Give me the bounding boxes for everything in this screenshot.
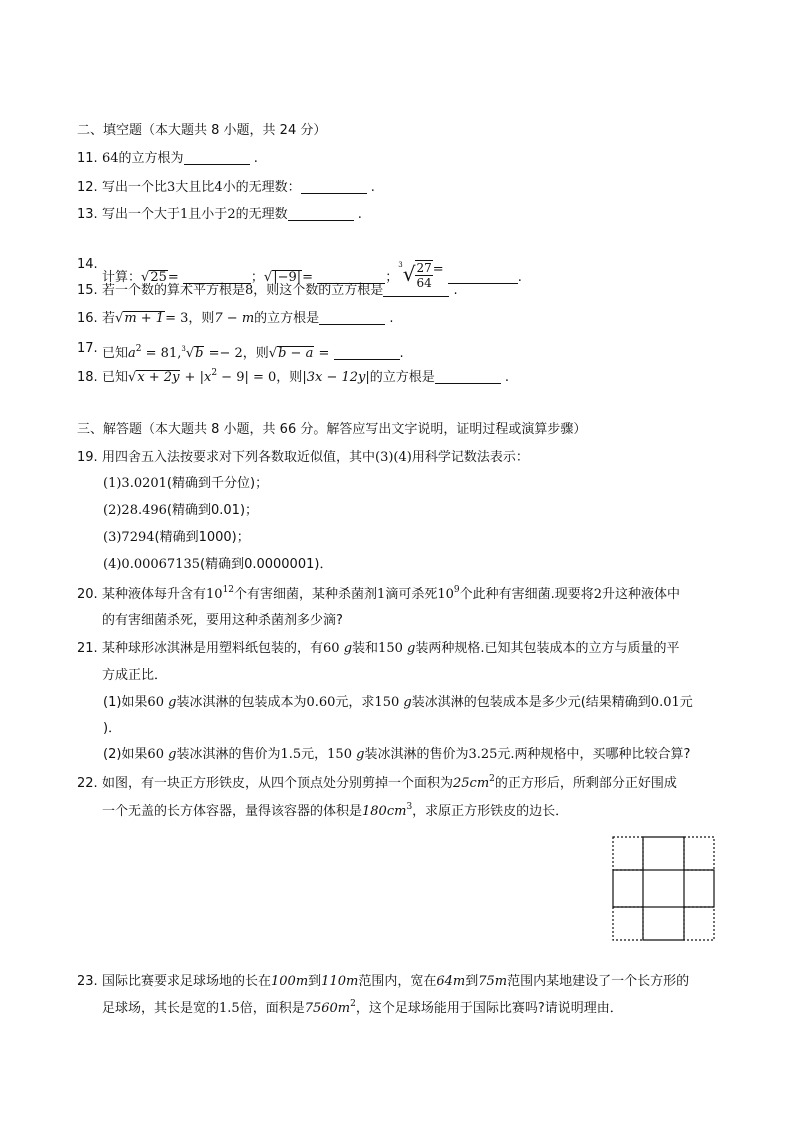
- section-2-title: 二、填空题（本大题共 8 小题，共 24 分）: [77, 123, 327, 138]
- q22-line-2: 一个无盖的长方体容器，量得该容器的体积是$180cm^3$，求原正方形铁皮的边长．: [102, 802, 569, 819]
- q19-text: 用四舍五入法按要求对下列各数取近似值，其中(3)(4)用科学记数法表示：: [102, 450, 529, 465]
- q18-number: 18.: [77, 370, 98, 385]
- q17-number: 17.: [77, 341, 98, 356]
- q13-text: 写出一个大于1且小于2的无理数 .: [102, 207, 362, 222]
- q19-item-3: (3)7294(精确到1000)；: [103, 530, 250, 545]
- remaining-cross-shape: [613, 837, 714, 940]
- q21-part-2: (2)如果60 g装冰淇淋的售价为1.5元，150 g装冰淇淋的售价为3.25元.两种规格中，买哪种比较合算?: [103, 747, 691, 762]
- base-square: [643, 870, 684, 907]
- q13-number: 13.: [77, 207, 98, 222]
- q14-fraction-denominator: 64: [416, 276, 432, 290]
- q14-number: 14.: [77, 257, 98, 272]
- q19-item-1: (1)3.0201(精确到千分位)；: [103, 476, 269, 491]
- q21-part-1-end: )．: [103, 721, 122, 736]
- q18-blank[interactable]: [435, 369, 501, 384]
- q20-line-1: 某种液体每升含有$10^{12}$个有害细菌，某种杀菌剂1滴可杀死$10^9$个此种有害细菌.现要将2升这种液体中: [102, 585, 681, 602]
- q11-number: 11.: [77, 151, 98, 166]
- section-3-title: 三、解答题（本大题共 8 小题，共 66 分。解答应写出文字说明，证明过程或演算步骤）: [77, 422, 587, 437]
- q21-number: 21.: [77, 641, 98, 656]
- q11-blank[interactable]: [184, 150, 250, 165]
- q16-number: 16.: [77, 311, 98, 326]
- q21-line-2: 方成正比．: [102, 668, 168, 683]
- q15-number: 15.: [77, 283, 98, 298]
- q23-number: 23.: [77, 974, 98, 989]
- q19-item-2: (2)28.496(精确到0.01)；: [103, 503, 259, 518]
- q23-line-1: 国际比赛要求足球场地的长在100m到110m范围内，宽在64m到75m范围内某地建设了一个长方形的: [102, 974, 690, 989]
- q12-blank[interactable]: [301, 179, 367, 194]
- q11-base: 64: [102, 151, 119, 166]
- q22-square-sheet-figure: [612, 836, 716, 942]
- q14-blank-3[interactable]: [448, 269, 518, 284]
- q20-number: 20.: [77, 587, 98, 602]
- corner-square-top-right: [684, 837, 714, 870]
- q14-radicand-abs: |−9|: [273, 270, 302, 285]
- q18-text: 已知$√x + 2y + |x^2 - 9| = 0$，则|3x − 12y|的立方根是 .: [102, 368, 510, 385]
- corner-square-bottom-right: [684, 907, 714, 940]
- q12-text: 写出一个比3大且比4小的无理数： .: [102, 180, 375, 195]
- corner-square-bottom-left: [613, 907, 643, 940]
- q20-line-2: 的有害细菌杀死，要用这种杀菌剂多少滴?: [102, 613, 343, 628]
- q23-line-2: 足球场，其长是宽的1.5倍，面积是$7560m^2$，这个足球场能用于国际比赛吗?请说明理由．: [102, 999, 623, 1016]
- q19-number: 19.: [77, 450, 98, 465]
- q22-line-1: 如图，有一块正方形铁皮，从四个顶点处分别剪掉一个面积为$25cm^2$的正方形后，所剩部分正好围成: [102, 774, 677, 791]
- q11-text: 64的立方根为 .: [102, 151, 258, 166]
- q14-text: 计算：√25= ；√|−9|= ；$^3$√ $\frac{27}{64}$ = .: [102, 261, 522, 290]
- q15-blank[interactable]: [383, 282, 449, 297]
- q14-radicand-25: 25: [150, 270, 167, 285]
- q17-blank[interactable]: [334, 345, 400, 360]
- q22-number: 22.: [77, 776, 98, 791]
- q14-fraction-numerator: 27: [416, 261, 432, 275]
- q16-blank[interactable]: [319, 310, 385, 325]
- q16-text: 若√m + 1= 3，则7 − m的立方根是 .: [102, 311, 394, 326]
- q21-part-1: (1)如果60 g装冰淇淋的包装成本为0.60元，求150 g装冰淇淋的包装成本是多少元(结果精确到0.01元: [103, 695, 693, 710]
- q12-number: 12.: [77, 180, 98, 195]
- q13-blank[interactable]: [288, 206, 354, 221]
- corner-square-top-left: [613, 837, 643, 870]
- q21-line-1: 某种球形冰淇淋是用塑料纸包装的，有60 g装和150 g装两种规格.已知其包装成本的立方与质量的平: [102, 641, 680, 656]
- q19-item-4: (4)0.00067135(精确到0.0000001)．: [103, 557, 333, 572]
- q15-text: 若一个数的算术平方根是8，则这个数的立方根是 .: [102, 283, 458, 298]
- q17-text: 已知$a^2 = 81,^3√b =- 2$，则√b − a = .: [102, 344, 404, 361]
